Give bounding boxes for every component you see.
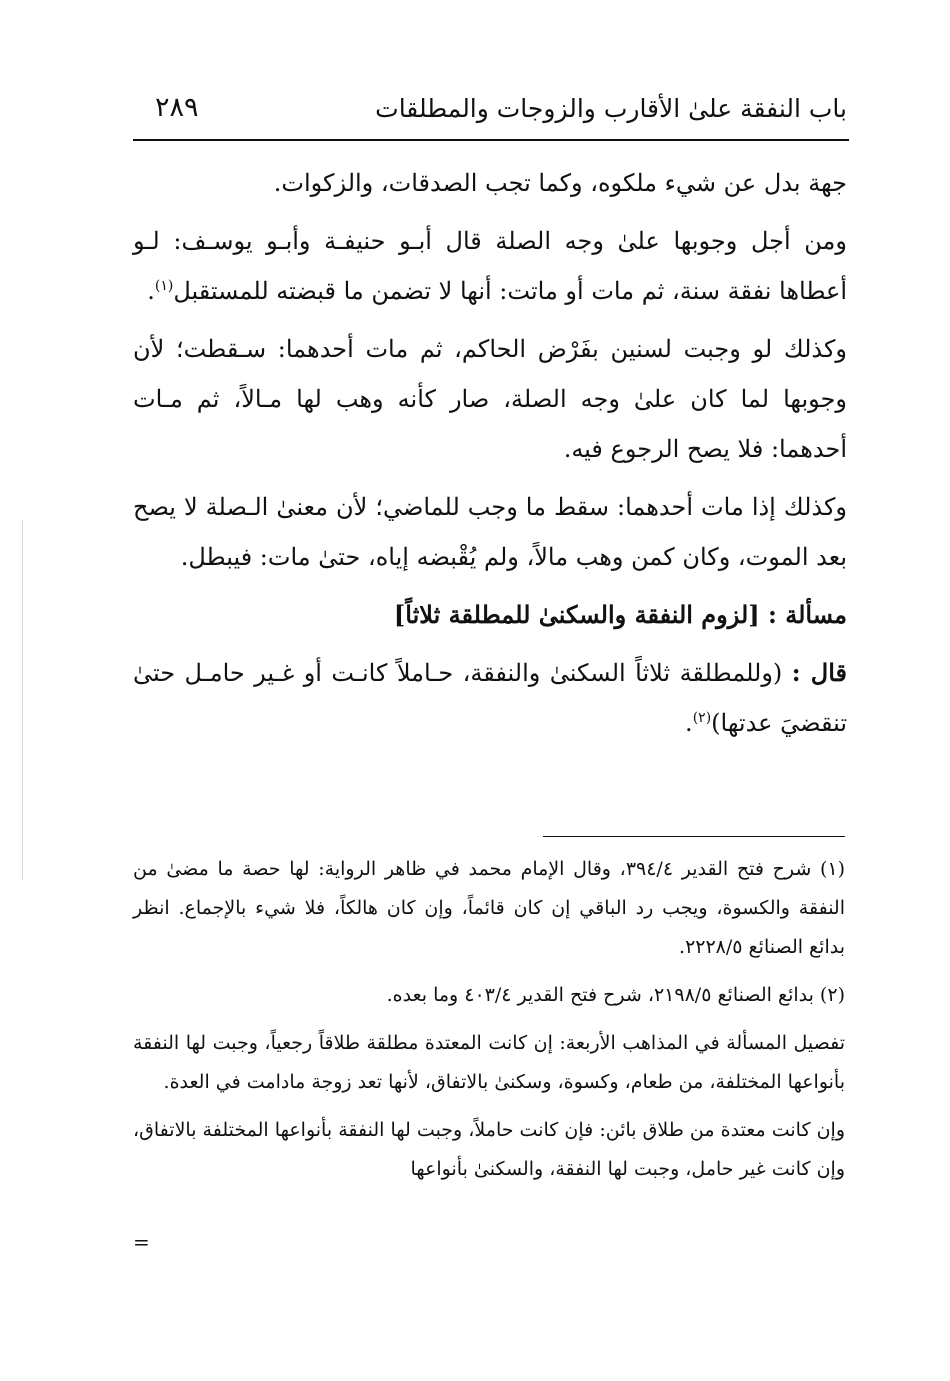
footnotes xyxy=(133,850,845,1198)
paragraph-4: وكذلك إذا مات أحدهما: سقط ما وجب للماضي؛ لأن معنىٰ الـصلة لا يصح بعد الموت، وكان كمن وهب مالاً، ولم يُقْبضه إياه، حتىٰ مات: فيبطل. xyxy=(133,493,847,571)
main-text xyxy=(133,158,847,756)
running-header xyxy=(135,88,847,138)
issue-heading: مسألة : [لزوم النفقة والسكنىٰ للمطلقة ثلاثاً] xyxy=(393,600,847,629)
paragraph-2 xyxy=(133,216,847,316)
footnote-ref-2: (٢) xyxy=(692,710,712,726)
paragraph-5-end: . xyxy=(685,709,693,737)
footnote-ref-1: (١) xyxy=(154,278,174,294)
paragraph-5-text: (وللمطلقة ثلاثاً السكنىٰ والنفقة، حـاملاً كانـت أو غـير حامـل حتىٰ تنقضيَ عدتها) xyxy=(133,659,847,737)
paragraph-1: جهة بدل عن شيء ملكوه، وكما تجب الصدقات، والزكوات. xyxy=(273,169,847,197)
footnote-separator xyxy=(543,836,845,837)
paragraph-2-end: . xyxy=(147,277,155,305)
paragraph-2-text: ومن أجل وجوبها علىٰ وجه الصلة قال أبـو حنيفـة وأبـو يوسـف: لـو أعطاها نفقة سنة، ثم مات أو ماتت: أنها لا تضمن ما قبضته للمستقبل xyxy=(133,227,847,305)
continuation-mark: = xyxy=(133,1230,150,1254)
paragraph-3: وكذلك لو وجبت لسنين بفَرْض الحاكم، ثم مات أحدهما: سـقطت؛ لأن وجوبها لما كان علىٰ وجه الصلة، صار كأنه وهب لها مـالاً، ثم مـات أحدهما: فلا يصح الرجوع فيه. xyxy=(133,335,847,463)
paragraph-5 xyxy=(133,648,847,748)
chapter-title: باب النفقة علىٰ الأقارب والزوجات والمطلقات xyxy=(375,94,847,123)
scan-margin-line xyxy=(22,520,23,880)
footnote-2-detail-2: وإن كانت معتدة من طلاق بائن: فإن كانت حاملاً، وجبت لها النفقة بأنواعها المختلفة بالاتفاق، وإن كانت غير حامل، وجبت لها النفقة، والسكنىٰ بأنواعها xyxy=(133,1119,845,1180)
page-number: ٢٨٩ xyxy=(155,92,199,123)
footnote-2: (٢) بدائع الصنائع ٢١٩٨/٥، شرح فتح القدير ٤٠٣/٤ وما بعده. xyxy=(386,984,845,1006)
footnote-2-detail-1: تفصيل المسألة في المذاهب الأربعة: إن كانت المعتدة مطلقة طلاقاً رجعياً، وجبت لها النفقة بأنواعها المختلفة، من طعام، وكسوة، وسكنىٰ بالاتفاق، لأنها تعد زوجة مادامت في العدة. xyxy=(133,1032,845,1093)
footnote-1: (١) شرح فتح القدير ٣٩٤/٤، وقال الإمام محمد في ظاهر الرواية: لها حصة ما مضىٰ من النفقة والكسوة، ويجب رد الباقي إن كان قائماً، وإن كان هالكاً، فلا شيء بالإجماع. انظر بدائع الصنائع ٢٢٢٨/٥. xyxy=(133,858,846,958)
qala-label: قال : xyxy=(791,658,848,687)
header-rule xyxy=(133,139,849,141)
